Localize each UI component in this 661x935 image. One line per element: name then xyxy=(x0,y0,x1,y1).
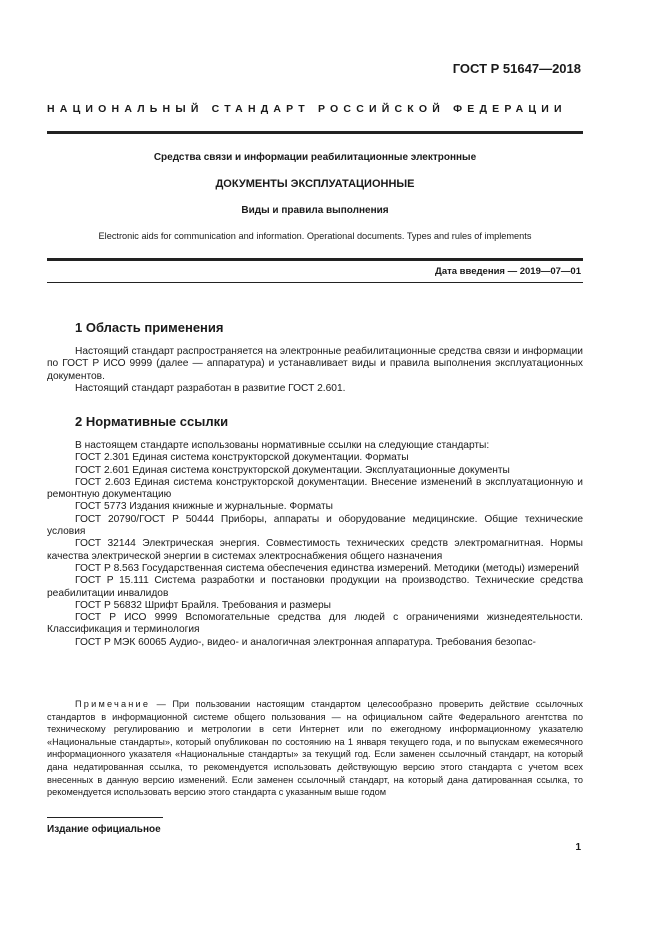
date-divider xyxy=(47,282,583,283)
title-line-3: Виды и правила выполнения xyxy=(241,205,389,216)
reference-item: ГОСТ 2.603 Единая система конструкторской документации. Внесение изменений в эксплуатационную и ремонтную документацию xyxy=(47,476,583,501)
document-code: ГОСТ Р 51647—2018 xyxy=(452,61,581,76)
reference-item: ГОСТ Р МЭК 60065 Аудио-, видео- и аналогичная электронная аппаратура. Требования безопас- xyxy=(75,636,536,648)
reference-item: ГОСТ Р 56832 Шрифт Брайля. Требования и размеры xyxy=(75,599,331,611)
title-english: Electronic aids for communication and information. Operational documents. Types and rules of implements xyxy=(98,231,532,241)
note-label: Примечание xyxy=(75,699,151,709)
reference-item: ГОСТ 20790/ГОСТ Р 50444 Приборы, аппараты и оборудование медицинские. Общие технические условия xyxy=(47,513,583,538)
section-1-heading: 1 Область применения xyxy=(75,320,224,335)
reference-item: ГОСТ Р 15.111 Система разработки и постановки продукции на производство. Технические средства реабилитации инвалидов xyxy=(47,575,583,599)
note-text: — При пользовании настоящим стандартом целесообразно проверить действие ссылочных стандартов в информационной системе общего пользования — на официальном сайте Федерального агентства по техническому регулированию и метрологии в сети Интернет или по ежегодному информационному указателю «Национальные стандарты», который опубликован по состоянию на 1 января текущего года, и по выпускам ежемесячного информационного указателя «Национальные стандарты» за текущий год. Если заменен ссылочный стандарт, на который дана недатированная ссылка, то рекомендуется использовать действующую версию этого стандарта с учетом всех внесенных в данную версию изменений. Если заменен ссылочный стандарт, на который дана датированная ссылка, то рекомендуется использовать версию этого стандарта с указанным выше годом xyxy=(47,699,583,798)
title-line-2: ДОКУМЕНТЫ ЭКСПЛУАТАЦИОННЫЕ xyxy=(215,178,415,190)
section-2-heading: 2 Нормативные ссылки xyxy=(75,414,229,429)
title-divider xyxy=(47,258,583,261)
reference-item: ГОСТ 2.601 Единая система конструкторской документации. Эксплуатационные документы xyxy=(75,464,510,476)
section-2-body xyxy=(47,440,583,649)
reference-item: ГОСТ 32144 Электрическая энергия. Совместимость технических средств электромагнитная. Нормы качества электрической энергии в системах электроснабжения общего назначения xyxy=(47,538,583,562)
introduction-date: Дата введения — 2019—07—01 xyxy=(435,266,581,277)
note-block xyxy=(47,698,583,799)
top-divider xyxy=(47,131,583,134)
paragraph: Настоящий стандарт разработан в развитие ГОСТ 2.601. xyxy=(75,382,346,394)
reference-item: ГОСТ Р 8.563 Государственная система обеспечения единства измерений. Методики (методы) измерений xyxy=(75,562,580,574)
official-edition-label: Издание официальное xyxy=(47,824,161,835)
reference-item: В настоящем стандарте использованы нормативные ссылки на следующие стандарты: xyxy=(75,440,490,451)
reference-item: ГОСТ 5773 Издания книжные и журнальные. Форматы xyxy=(75,501,333,513)
reference-item: ГОСТ Р ИСО 9999 Вспомогательные средства для людей с ограничениями жизнедеятельности. Классификация и терминология xyxy=(47,612,583,636)
footer-divider xyxy=(47,817,163,818)
page-number: 1 xyxy=(575,842,581,853)
reference-item: ГОСТ 2.301 Единая система конструкторской документации. Форматы xyxy=(75,452,409,464)
title-line-1: Средства связи и информации реабилитационные электронные xyxy=(153,152,477,163)
section-1-body xyxy=(47,346,583,395)
national-standard-banner: НАЦИОНАЛЬНЫЙ СТАНДАРТ РОССИЙСКОЙ ФЕДЕРАЦИИ xyxy=(47,103,567,115)
paragraph: Настоящий стандарт распространяется на электронные реабилитационные средства связи и информации по ГОСТ Р ИСО 9999 (далее — аппаратура) и устанавливает виды и правила выполнения эксплуатационных документов. xyxy=(47,346,583,382)
